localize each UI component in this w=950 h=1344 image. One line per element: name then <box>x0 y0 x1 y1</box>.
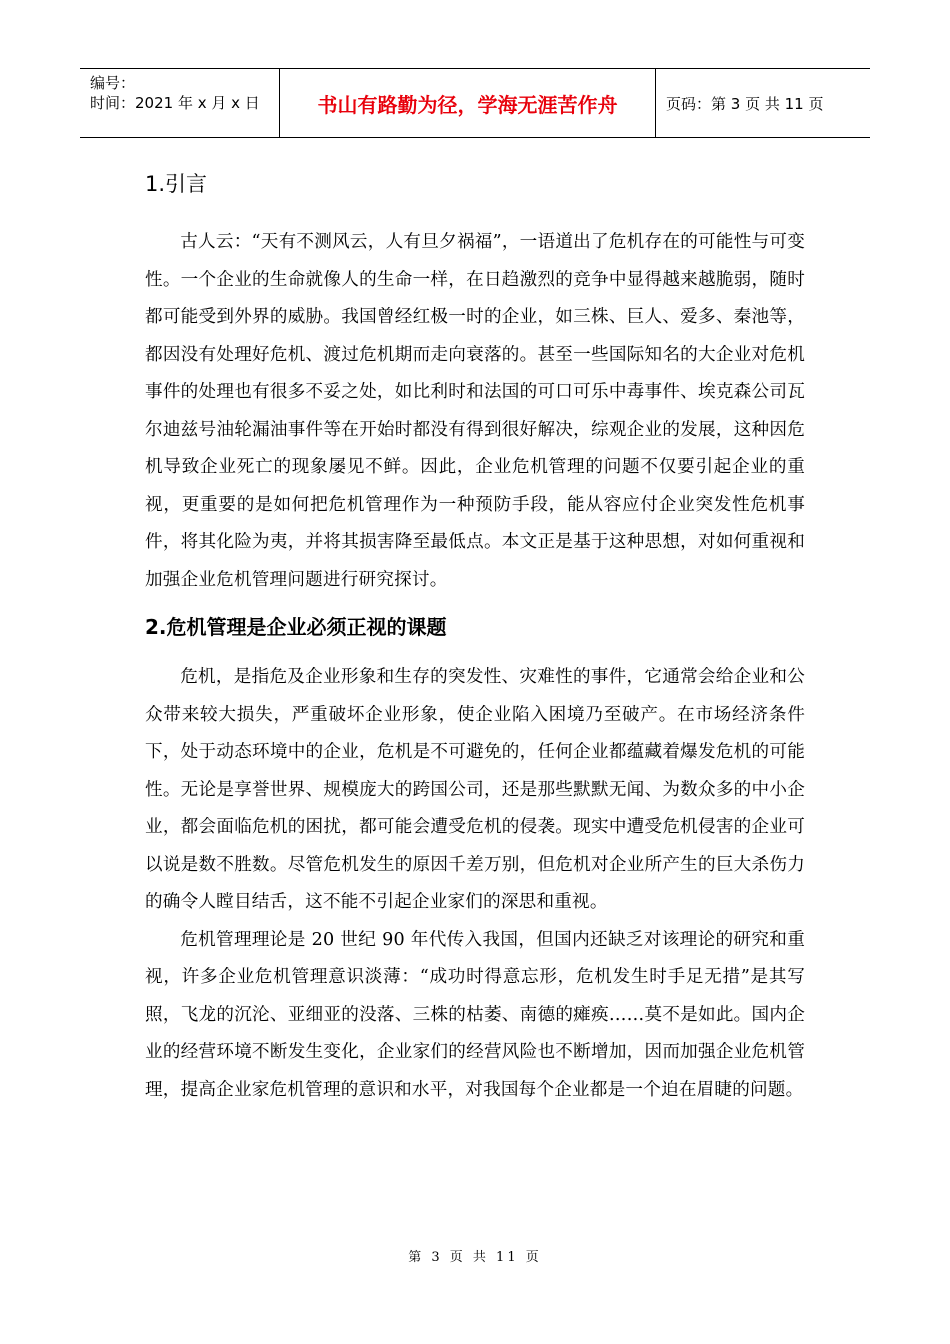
section-crisis-management <box>145 607 805 1109</box>
paragraph: 危机，是指危及企业形象和生存的突发性、灾难性的事件，它通常会给企业和公众带来较大损失，严重破坏企业形象，使企业陷入困境乃至破产。在市场经济条件下，处于动态环境中的企业，危机是不可避免的，任何企业都蕴藏着爆发危机的可能性。无论是享誉世界、规模庞大的跨国公司，还是那些默默无闻、为数众多的中小企业，都会面临危机的困扰，都可能会遭受危机的侵袭。现实中遭受危机侵害的企业可以说是数不胜数。尽管危机发生的原因千差万别，但危机对企业所产生的巨大杀伤力的确令人瞠目结舌，这不能不引起企业家们的深思和重视。 <box>145 667 805 912</box>
document-body <box>145 166 805 1109</box>
paragraph: 古人云：“天有不测风云，人有旦夕祸福”，一语道出了危机存在的可能性与可变性。一个企业的生命就像人的生命一样，在日趋激烈的竞争中显得越来越脆弱，随时都可能受到外界的威胁。我国曾经红极一时的企业，如三株、巨人、爱多、秦池等，都因没有处理好危机、渡过危机期而走向衰落的。甚至一些国际知名的大企业对危机事件的处理也有很多不妥之处，如比利时和法国的可口可乐中毒事件、埃克森公司瓦尔迪兹号油轮漏油事件等在开始时都没有得到很好解决，综观企业的发展，这种因危机导致企业死亡的现象屡见不鲜。因此，企业危机管理的问题不仅要引起企业的重视，更重要的是如何把危机管理作为一种预防手段，能从容应付企业突发性危机事件，将其化险为夷，并将其损害降至最低点。本文正是基于这种思想，对如何重视和加强企业危机管理问题进行研究探讨。 <box>145 232 805 590</box>
header-motto: 书山有路勤为径，学海无涯苦作舟 <box>280 69 656 137</box>
section-heading: 1.引言 <box>145 172 208 196</box>
time-label: 时间：2021 年 x 月 x 日 <box>90 94 260 112</box>
header-meta <box>80 69 280 137</box>
section-heading: 2.危机管理是企业必须正视的课题 <box>145 615 447 639</box>
section-introduction <box>145 166 805 599</box>
paragraph: 危机管理理论是 20 世纪 90 年代传入我国，但国内还缺乏对该理论的研究和重视，许多企业危机管理意识淡薄：“成功时得意忘形，危机发生时手足无措”是其写照，飞龙的沉沦、亚细亚的没落、三株的枯萎、南德的瘫痪……莫不是如此。国内企业的经营环境不断发生变化，企业家们的经营风险也不断增加，因而加强企业危机管理，提高企业家危机管理的意识和水平，对我国每个企业都是一个迫在眉睫的问题。 <box>145 929 805 1100</box>
header-page-info: 页码：第 3 页 共 11 页 <box>666 94 824 113</box>
number-label: 编号： <box>90 74 136 92</box>
page-header <box>80 68 870 138</box>
page-footer: 第 3 页 共 11 页 <box>408 1250 542 1265</box>
